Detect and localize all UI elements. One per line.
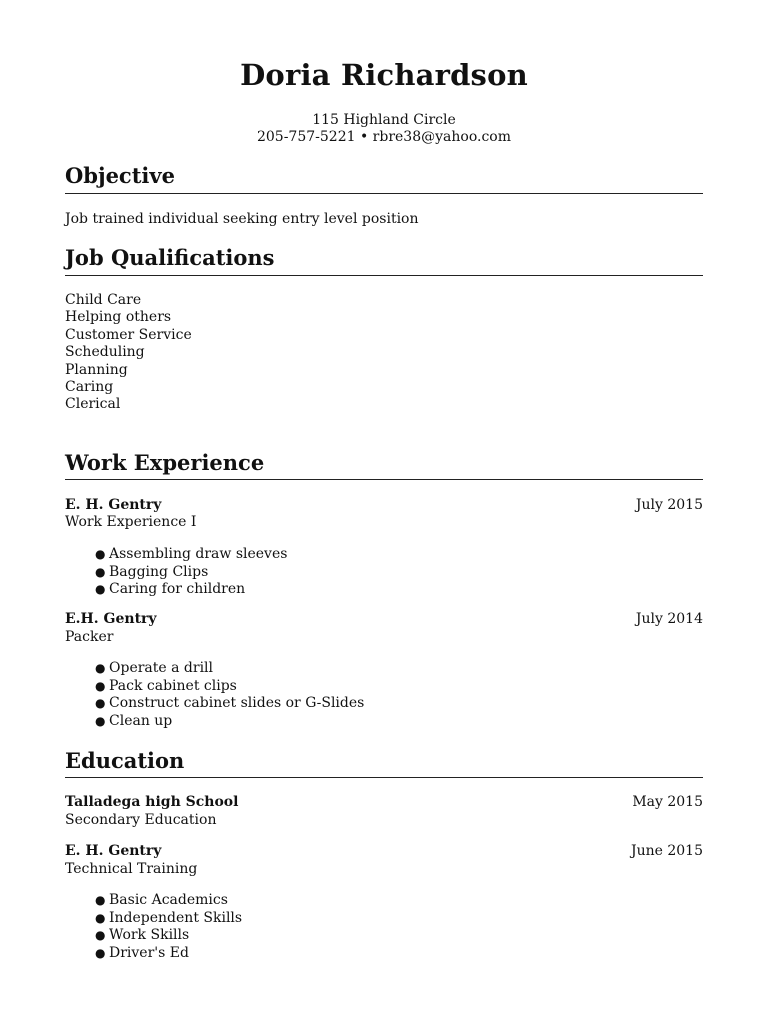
list-item: ● Assembling draw sleeves [95,546,288,562]
objective-text: Job trained individual seeking entry level position [65,211,419,227]
qualifications-list [65,292,192,414]
phone-email: 205-757-5221 • rbre38@yahoo.com [256,129,512,145]
job-date: July 2015 [635,497,703,513]
job-role: Work Experience I [65,514,197,530]
qualification-item: Planning [65,361,128,378]
school-name: Talladega high School [65,794,239,810]
applicant-name: Doria Richardson [240,58,528,92]
bullet-icon: ● [95,564,106,579]
employer-name: E. H. Gentry [65,497,162,513]
list-item: ● Independent Skills [95,909,243,926]
job-duties-list [95,546,287,599]
section-divider [65,777,703,778]
qualification-item: Child Care [65,292,142,308]
qualification-item: Scheduling [65,344,145,361]
list-item: ● Clean up [95,712,173,729]
job-date: July 2014 [635,611,703,627]
section-title-objective: Objective [65,163,175,188]
section-title-education: Education [65,748,185,773]
list-item: ● Operate a drill [95,660,214,676]
section-divider [65,193,703,194]
qualification-item: Helping others [65,309,172,326]
section-divider [65,275,703,276]
bullet-icon: ● [95,582,106,597]
bullet-icon: ● [95,713,106,728]
education-program: Technical Training [65,861,198,877]
education-program: Secondary Education [65,812,217,828]
bullet-icon: ● [95,928,106,943]
address: 115 Highland Circle [312,112,456,128]
education-date: May 2015 [632,794,703,810]
list-item: ● Construct cabinet slides or G-Slides [95,695,365,712]
list-item: ● Caring for children [95,581,246,598]
bullet-icon: ● [95,910,106,925]
bullet-icon: ● [95,678,106,693]
bullet-icon: ● [95,893,106,907]
bullet-icon: ● [95,945,106,960]
employer-name: E.H. Gentry [65,611,157,627]
list-item: ● Pack cabinet clips [95,677,237,694]
list-item: ● Basic Academics [95,892,228,908]
qualification-item: Caring [65,379,114,396]
job-duties-list [95,660,364,730]
bullet-icon: ● [95,696,106,711]
qualification-item: Clerical [65,396,121,413]
bullet-icon: ● [95,661,106,675]
section-title-work-experience: Work Experience [65,450,265,475]
education-date: June 2015 [630,843,703,859]
section-title-qualifications: Job Qualifications [65,245,275,270]
list-item: ● Work Skills [95,927,190,944]
job-role: Packer [65,629,114,645]
list-item: ● Driver's Ed [95,944,189,961]
qualification-item: Customer Service [65,326,192,343]
training-topics-list [95,892,242,962]
school-name: E. H. Gentry [65,843,162,859]
bullet-icon: ● [95,547,106,561]
list-item: ● Bagging Clips [95,563,209,580]
section-divider [65,479,703,480]
